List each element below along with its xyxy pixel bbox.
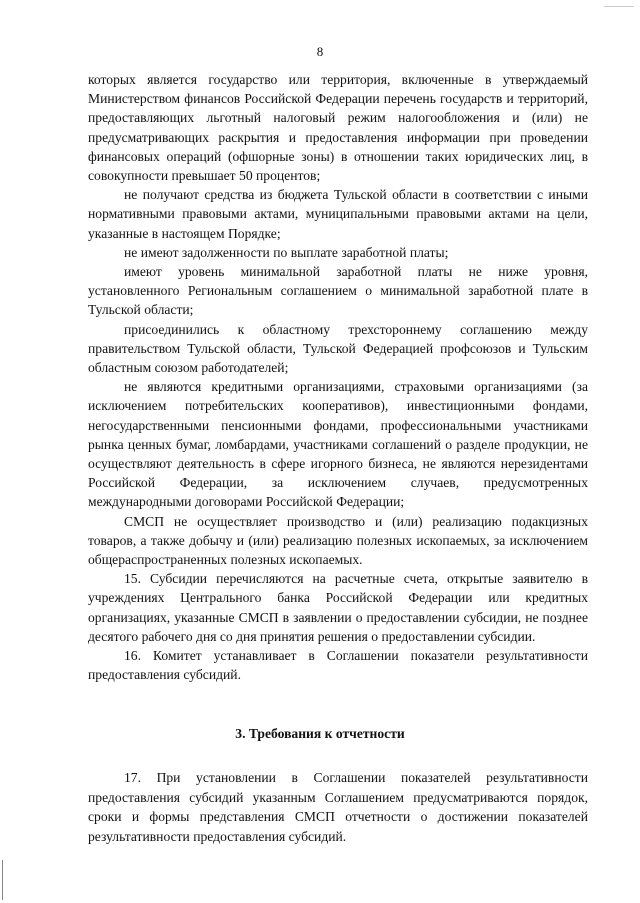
paragraph-16: 16. Комитет устанавливает в Соглашении показатели результативности предоставления субсидий. bbox=[88, 648, 588, 683]
paragraph-salary-debt: не имеют задолженности по выплате заработной платы; bbox=[124, 244, 449, 260]
scan-edge-line bbox=[2, 860, 3, 900]
paragraph-15: 15. Субсидии перечисляются на расчетные счета, открытые заявителю в учреждениях Центрального банка Российской Федерации или кредитных организациях, указанные СМСП в заявлении о предоставлении субсидии, не позднее десятого рабочего дня со дня принятия решения о предоставлении субсидии. bbox=[88, 571, 588, 644]
paragraph-excise: СМСП не осуществляет производство и (или) реализацию подакцизных товаров, а также добычу и (или) реализацию полезных ископаемых, за исключением общераспространенных полезных ископаемых. bbox=[88, 513, 588, 568]
scan-artifact bbox=[604, 6, 634, 7]
page-number: 8 bbox=[316, 44, 324, 59]
section-heading: 3. Требования к отчетности bbox=[235, 726, 405, 741]
body-text bbox=[88, 70, 588, 685]
paragraph-17: 17. При установлении в Соглашении показателей результативности предоставления субсидий указанным Соглашением предусматриваются порядок, сроки и формы представления СМСП отчетности о достижении показателей результативности предоставления субсидий. bbox=[88, 770, 588, 844]
paragraph-continuation: которых является государство или территория, включенные в утверждаемый Министерством финансов Российской Федерации перечень государств и территорий, предоставляющих льготный налоговый режим налогообложения и (или) не предусматривающих раскрытия и предоставления информации при проведении финансовых операций (офшорные зоны) в отношении таких юридических лиц, в совокупности превышает 50 процентов; bbox=[88, 72, 588, 184]
paragraph-min-wage: имеют уровень минимальной заработной платы не ниже уровня, установленного Региональным соглашением о минимальной заработной плате в Тульской области; bbox=[88, 264, 588, 318]
paragraph-budget: не получают средства из бюджета Тульской области в соответствии с иными нормативными правовыми актами, муниципальными правовыми актами на цели, указанные в настоящем Порядке; bbox=[88, 187, 588, 241]
section-body-text bbox=[88, 768, 588, 846]
paragraph-agreement: присоединились к областному трехстороннему соглашению между правительством Тульской области, Тульской Федерацией профсоюзов и Тульским областным союзом работодателей; bbox=[88, 321, 588, 376]
paragraph-organizations: не являются кредитными организациями, страховыми организациями (за исключением потребительских кооперативов), инвестиционными фондами, негосударственными пенсионными фондами, профессиональными участниками рынка ценных бумаг, ломбардами, участниками соглашений о разделе продукции, не осуществляют деятельность в сфере игорного бизнеса, не являются нерезидентами Российской Федерации, за исключением случаев, предусмотренных международными договорами Российской Федерации; bbox=[88, 379, 588, 510]
